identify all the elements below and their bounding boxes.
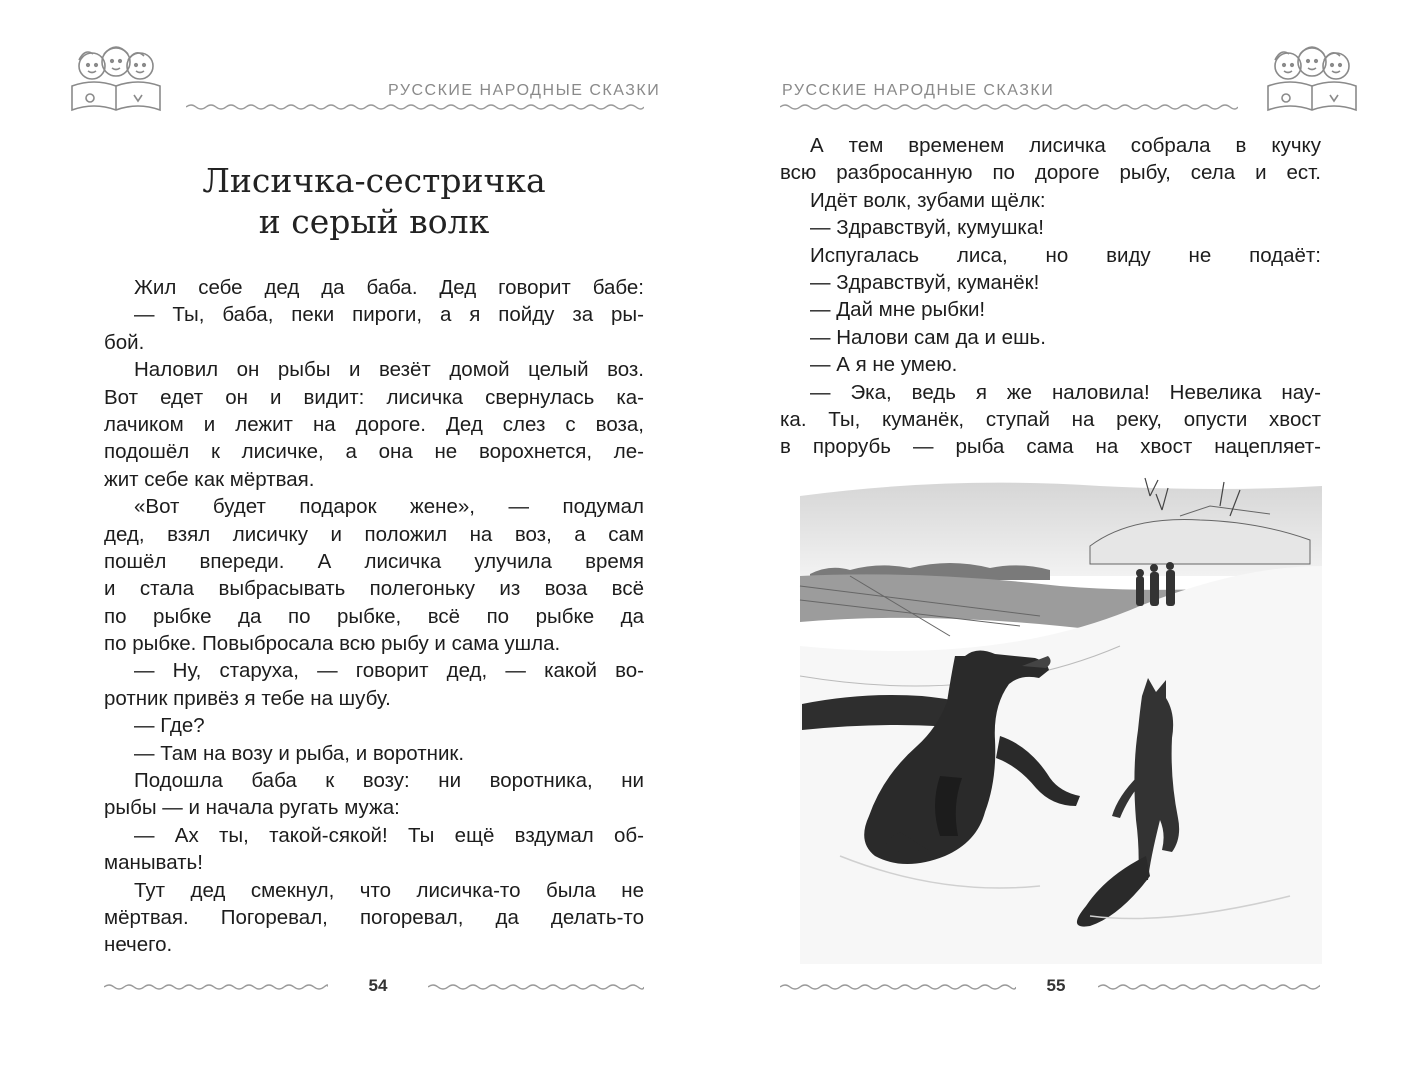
text-line: — Эка, ведь я же наловила! Невелика нау- bbox=[810, 380, 1321, 404]
text-line: — Налови сам да и ешь. bbox=[810, 325, 1046, 349]
text-line: лачиком и лежит на дороге. Дед слез с воза, bbox=[104, 412, 644, 436]
footer-wave-right bbox=[428, 982, 644, 992]
text-line: Тут дед смекнул, что лисичка-то была не bbox=[134, 878, 644, 902]
text-line: — Ну, старуха, — говорит дед, — какой во- bbox=[134, 659, 644, 683]
right-page-body-text bbox=[780, 132, 1321, 461]
text-line: Наловил он рыбы и везёт домой целый воз. bbox=[134, 358, 644, 382]
text-line: А тем временем лисичка собрала в кучку bbox=[810, 134, 1321, 157]
story-title-line-1: Лисичка-сестричка bbox=[202, 161, 546, 200]
text-line: ротник привёз я тебе на шубу. bbox=[104, 686, 391, 710]
text-line: — Здравствуй, куманёк! bbox=[810, 270, 1040, 294]
header-wave-divider bbox=[780, 102, 1238, 112]
left-page-body-text bbox=[104, 274, 644, 959]
text-line: и стала выбрасывать полегоньку из воза всё bbox=[104, 577, 644, 601]
page-number: 54 bbox=[368, 976, 388, 995]
text-line: мёртвая. Погоревал, погоревал, да делать-то bbox=[104, 905, 644, 929]
header-wave-divider bbox=[186, 102, 644, 112]
footer-wave-left bbox=[104, 982, 328, 992]
text-line: Испугалась лиса, но виду не подаёт: bbox=[810, 243, 1321, 267]
wolf-and-fox-illustration bbox=[790, 476, 1322, 964]
children-reading-emblem-icon bbox=[64, 40, 168, 118]
text-line: ка. Ты, куманёк, ступай на реку, опусти хвост bbox=[780, 407, 1321, 431]
story-title bbox=[104, 160, 644, 242]
text-line: жит себе как мёртвая. bbox=[104, 467, 315, 491]
running-head: РУССКИЕ НАРОДНЫЕ СКАЗКИ bbox=[782, 82, 1055, 99]
text-line: в прорубь — рыба сама на хвост нацепляет- bbox=[780, 435, 1321, 459]
running-head: РУССКИЕ НАРОДНЫЕ СКАЗКИ bbox=[388, 82, 661, 99]
story-title-line-2: и серый волк bbox=[258, 202, 490, 241]
text-line: — Где? bbox=[134, 714, 205, 738]
page-number: 55 bbox=[1046, 976, 1066, 995]
footer-wave-left bbox=[780, 982, 1016, 992]
text-line: бой. bbox=[104, 330, 145, 354]
text-line: по рыбке да по рыбке, всё по рыбке да bbox=[104, 604, 644, 628]
text-line: пошёл впереди. А лисичка улучила время bbox=[104, 549, 644, 573]
text-line: — Ах ты, такой-сякой! Ты ещё вздумал об- bbox=[134, 823, 644, 847]
text-line: нечего. bbox=[104, 933, 173, 957]
text-line: манывать! bbox=[104, 851, 203, 875]
text-line: — Там на возу и рыба, и воротник. bbox=[134, 741, 465, 765]
text-line: Идёт волк, зубами щёлк: bbox=[810, 188, 1046, 212]
children-reading-emblem-icon bbox=[1260, 40, 1364, 118]
text-line: дед, взял лисичку и положил на воз, а сам bbox=[104, 522, 644, 546]
text-line: подошёл к лисичке, а она не ворохнется, ле- bbox=[104, 440, 644, 464]
text-line: рыбы — и начала ругать мужа: bbox=[104, 796, 400, 820]
text-line: — Ты, баба, пеки пироги, а я пойду за ры- bbox=[134, 303, 644, 327]
text-line: Вот едет он и видит: лисичка свернулась ка- bbox=[104, 385, 644, 409]
text-line: — А я не умею. bbox=[810, 353, 958, 377]
text-line: Подошла баба к возу: ни воротника, ни bbox=[134, 769, 644, 793]
text-line: — Дай мне рыбки! bbox=[810, 298, 986, 322]
text-line: всю разбросанную по дороге рыбу, села и ест. bbox=[780, 161, 1321, 185]
text-line: Жил себе дед да баба. Дед говорит бабе: bbox=[134, 276, 644, 299]
text-line: по рыбке. Повыбросала всю рыбу и сама ушла. bbox=[104, 632, 561, 656]
footer-wave-right bbox=[1098, 982, 1320, 992]
text-line: «Вот будет подарок жене», — подумал bbox=[134, 495, 644, 519]
text-line: — Здравствуй, кумушка! bbox=[810, 216, 1044, 240]
